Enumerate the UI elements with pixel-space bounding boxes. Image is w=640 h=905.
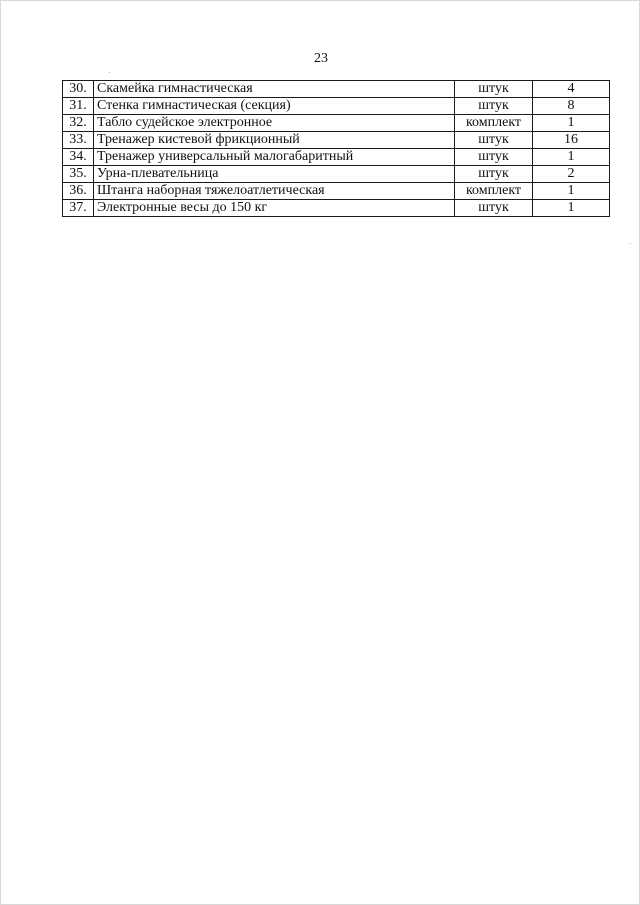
table-row [63,115,610,132]
item-name: Тренажер кистевой фрикционный [94,132,455,149]
page-number: 23 [314,51,328,66]
item-quantity: 16 [533,132,610,149]
row-number: 32. [63,115,94,132]
item-unit: комплект [455,183,533,200]
scan-speck [630,243,631,244]
item-quantity: 8 [533,98,610,115]
item-name: Скамейка гимнастическая [94,81,455,98]
row-number: 37. [63,200,94,217]
row-number: 35. [63,166,94,183]
row-number: 33. [63,132,94,149]
scan-speck [109,72,110,73]
item-quantity: 2 [533,166,610,183]
item-name: Стенка гимнастическая (секция) [94,98,455,115]
row-number: 30. [63,81,94,98]
item-quantity: 1 [533,200,610,217]
item-quantity: 1 [533,149,610,166]
item-unit: штук [455,149,533,166]
table-row [63,200,610,217]
table-row [63,132,610,149]
item-unit: штук [455,200,533,217]
row-number: 36. [63,183,94,200]
table-row [63,81,610,98]
item-unit: комплект [455,115,533,132]
equipment-table [62,80,610,217]
item-name: Электронные весы до 150 кг [94,200,455,217]
item-name: Тренажер универсальный малогабаритный [94,149,455,166]
item-name: Табло судейское электронное [94,115,455,132]
item-unit: штук [455,132,533,149]
table-row [63,166,610,183]
item-quantity: 1 [533,115,610,132]
item-unit: штук [455,81,533,98]
table-row [63,98,610,115]
item-quantity: 1 [533,183,610,200]
table-row [63,149,610,166]
table-row [63,183,610,200]
row-number: 34. [63,149,94,166]
item-unit: штук [455,98,533,115]
item-quantity: 4 [533,81,610,98]
row-number: 31. [63,98,94,115]
item-unit: штук [455,166,533,183]
item-name: Урна-плевательница [94,166,455,183]
item-name: Штанга наборная тяжелоатлетическая [94,183,455,200]
